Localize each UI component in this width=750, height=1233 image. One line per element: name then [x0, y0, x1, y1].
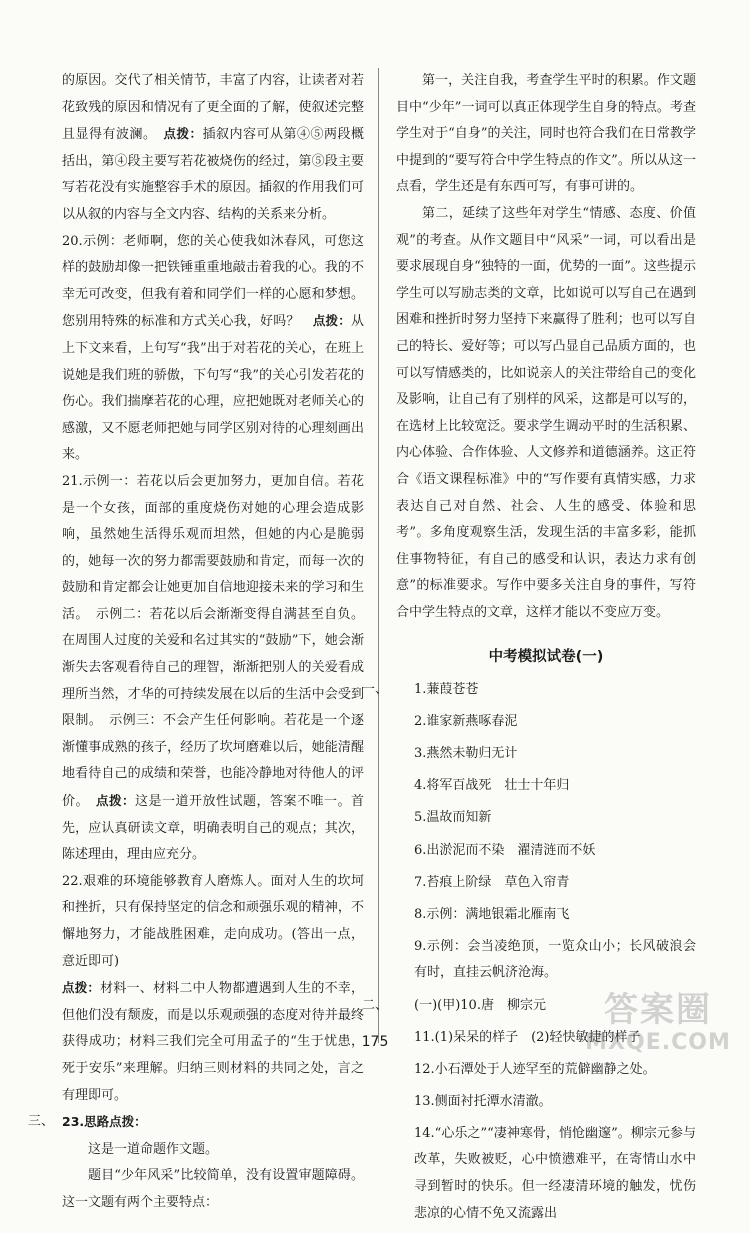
list-item: 5.温故而知新: [414, 810, 492, 826]
answer-21: 21.示例一：若花以后会更加努力，更加自信。若花是一个女孩，面部的重度烧伤对她的心理会造成影响，虽然她生活得乐观而坦然，但她的内心是脆弱的，她每一次的努力都需要鼓励和肯定，而每一次的鼓励和肯定都会让她更加自信地迎接未来的学习和生活。 示例二：若花以后会渐渐变得自满甚至自负。在周围人过度的关爱和名过其实的“鼓励”下，她会渐渐失去客观看待自己的理智，渐渐把别人的关爱看成理所当然，才华的可持续发展在以后的生活中会受到限制。 示例三：不会产生任何影响。若花是一个逐渐懂事成熟的孩子，经历了坎坷磨难以后，她能清醒地看待自己的成绩和荣誉，也能冷静地对待他人的评价。 点拨：这是一道开放性试题，答案不唯一。首先，应认真研读文章，明确表明自己的观点；其次，陈述理由，理由应充分。: [62, 473, 364, 863]
answer-22: 22.艰难的环境能够教育人磨炼人。面对人生的坎坷和挫折，只有保持坚定的信念和顽强乐观的精神，不懈地努力，才能战胜困难，走向成功。(答出一点，意近即可) 点拨：材料一、材料二中人物都遭遇到人生的不幸，但他们没有颓废，而是以乐观顽强的态度对待并最终获得成功；材料三我们完全可用孟子的“生于忧患，死于安乐”来理解。归纳三则材料的共同之处，言之有理即可。: [62, 873, 364, 1103]
column-divider: [378, 68, 379, 1043]
answer-20: 20.示例：老师啊，您的关心使我如沐春风，可您这样的鼓励却像一把铁锤重重地敲击着我的心。我的不幸无可改变，但我有着和同学们一样的心愿和梦想。您别用特殊的标准和方式关心我，好吗？ 点拨：从上下文来看，上句写“我”出于对若花的关心，在班上说她是我们班的骄傲，下句写“我”的关心引发若花的伤心。我们揣摩若花的心理，应把她既对老师关心的感激，又不愿老师把她与同学区别对待的心理刻画出来。: [62, 233, 364, 463]
list-item: 9.示例：会当凌绝顶，一览众山小；长风破浪会有时，直挂云帆济沧海。: [414, 938, 696, 981]
answer-23-line1: 这是一道命题作文题。: [88, 1141, 219, 1157]
part-one-label: 一、: [362, 682, 389, 698]
page-number: 175: [361, 1034, 389, 1050]
tip-label: 点拨：: [163, 126, 203, 142]
part-one: [362, 677, 696, 987]
list-item: 4.将军百战死 壮士十年归: [414, 778, 570, 794]
list-item: 6.出淤泥而不染 濯清涟而不妖: [414, 842, 596, 858]
tip-label: 点拨：: [312, 313, 351, 329]
answer-23-line2: 题目“少年风采”比较简单，没有设置审题障碍。这一文题有两个主要特点：: [62, 1168, 364, 1210]
watermark-logo: [578, 990, 738, 1064]
list-item: 13.侧面衬托潭水清澈。: [414, 1093, 552, 1109]
list-item: 2.谁家新燕啄春泥: [414, 714, 518, 730]
answer-list-part-one: [396, 677, 696, 987]
list-item: 12.小石潭处于人迹罕至的荒僻幽静之处。: [414, 1061, 656, 1077]
list-item: 14.“心乐之”“凄神寒骨，悄怆幽邃”。柳宗元参与改革，失败被贬，心中愤懑难平，在寄情山水中寻到暂时的快乐。但一经凄清环境的触发，忧伤悲凉的心情不免又流露出: [414, 1125, 696, 1221]
list-item: 3.燕然未勒归无计: [414, 746, 518, 762]
part-two-label: 二、: [362, 997, 389, 1013]
tip-label: 点拨：: [62, 980, 101, 996]
section-title: 中考模拟试卷(一): [488, 649, 604, 666]
list-item: 1.蒹葭苍苍: [414, 682, 479, 698]
essay-point-2: 第二，延续了这些年对学生“情感、态度、价值观”的考查。从作文题目中“风采”一词，可以看出是要求展现自身“独特的一面，优势的一面”。这些提示学生可以写励志类的文章，比如说可以写自己在遇到困难和挫折时努力坚持下来赢得了胜利；也可以写自己的特长、爱好等；可以写凸显自己品质方面的，也可以写情感类的，比如说亲人的关注带给自己的变化及影响，让自己有了别样的风采，这都是可以写的，在选材上比较宽泛。要求学生调动平时的生活积累、内心体验、合作体验、人文修养和道德涵养。这正符合《语文课程标准》中的“写作要有真情实感，力求表达自己对自然、社会、人生的感受、体验和思考”。多角度观察生活，发现生活的丰富多彩，能抓住事物特征，有自己的感受和认识，表达力求有创意”的标准要求。写作中要多关注自身的事件，写符合中学生特点的文章，这样才能以不变应万变。: [396, 205, 696, 620]
list-item: 11.(1)呆呆的样子 (2)轻快敏捷的样子: [414, 1029, 641, 1045]
part-three-label: 三、: [28, 1114, 55, 1130]
tip-label: 点拨：: [96, 793, 135, 809]
essay-point-1: 第一，关注自我，考查学生平时的积累。作文题目中“少年”一词可以真正体现学生自身的特点。考查学生对于“自身”的关注，同时也符合我们在日常教学中提到的“要写符合中学生特点的作文”。所以从这一点看，学生还是有东西可写，有事可讲的。: [396, 73, 696, 195]
answer-19-continued: 的原因。交代了相关情节，丰富了内容，让读者对若花致残的原因和情况有了更全面的了解，使叙述完整且显得有波澜。 点拨：插叙内容可从第④⑤两段概括出，第④段主要写若花被烧伤的经过，第⑤段主要写若花没有实施整容手术的原因。插叙的作用我们可以从叙的内容与全文内容、结构的关系来分析。: [62, 73, 364, 222]
watermark-url: MXQE.COM: [585, 1030, 731, 1055]
list-item: (一)(甲)10.唐 柳宗元: [414, 997, 546, 1013]
answer-23: 三、 23.思路点拨：: [62, 1109, 364, 1137]
watermark-text: 答案圈: [604, 990, 712, 1030]
list-item: 7.苔痕上阶绿 草色入帘青: [414, 874, 570, 890]
list-item: 8.示例：满地银霜北雁南飞: [414, 906, 570, 922]
